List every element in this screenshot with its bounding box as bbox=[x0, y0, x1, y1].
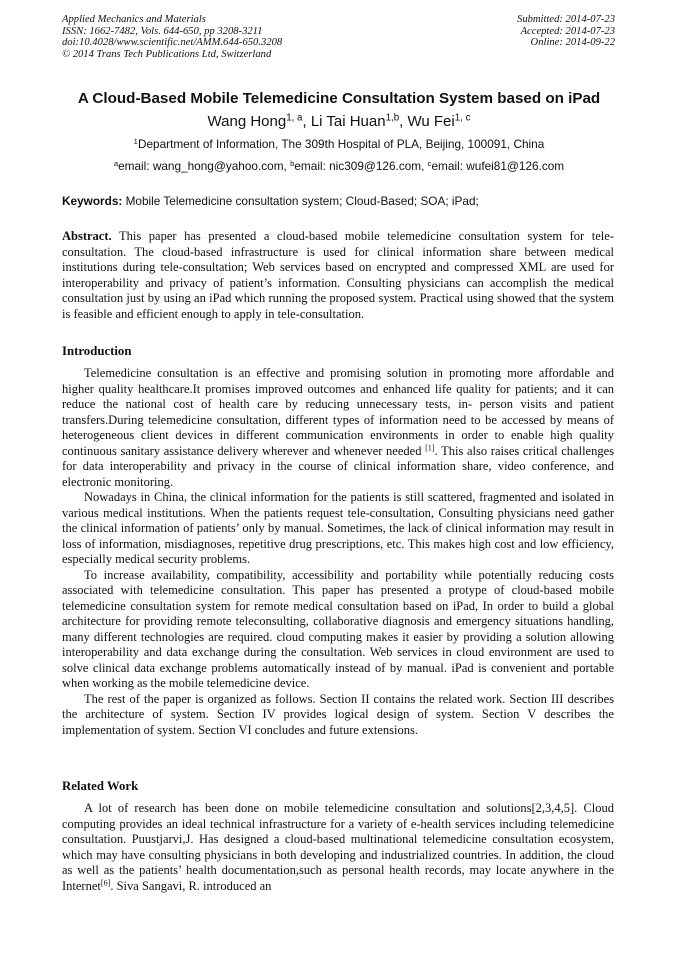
email-mark: c bbox=[427, 158, 432, 168]
citation-ref[interactable]: [1] bbox=[425, 443, 435, 453]
accepted-date: Accepted: 2014-07-23 bbox=[520, 25, 615, 37]
section-heading-introduction: Introduction bbox=[62, 344, 132, 358]
paragraph-text: A lot of research has been done on mobile telemedicine consultation and solutions[2,3,4,5]. Cloud computing provides an ideal technical infrastructure for a variety of e-health services including telemedicine consultation. Puustjarvi,J. Has designed a cloud-based multinational telemedicine consultation ecosystem, which may have consulting physicians in both developing and industrialized countries. In addition, the cloud as well as the patients’ health documentation,such as personal health records, may locate anywhere in the Internet bbox=[62, 801, 614, 893]
copyright-line: © 2014 Trans Tech Publications Ltd, Switzerland bbox=[62, 48, 272, 60]
paragraph: To increase availability, compatibility, accessibility and portability while potentially reducing costs associated with telemedicine consultation. This paper has presented a protype of cloud-based mobile telemedicine consultation system for remote medical consultation based on iPad, In order to build a global architecture for providing remote teleconsulting, collaborative diagnosis and emergency situations handling, many different technologies are required. cloud computing makes it easier by providing a solution allowing interoperability and data exchange during the consultation. Web services in cloud environment are used to solve clinical data exchange problems automatically instead of by manual. iPad is convenient and portable when working as the mobile telemedicine device. bbox=[62, 567, 614, 690]
affiliation bbox=[30, 137, 648, 151]
author-name: Li Tai Huan bbox=[310, 113, 386, 130]
section-heading-related-work: Related Work bbox=[62, 779, 139, 793]
author-separator: , bbox=[399, 113, 408, 130]
author-affiliation-mark: 1,b bbox=[385, 112, 400, 124]
paragraph bbox=[62, 366, 614, 490]
email-mark: b bbox=[290, 158, 295, 168]
abstract-text: This paper has presented a cloud-based mobile telemedicine consultation system for tele-consultation. The cloud-based infrastructure is used for clinical information share between medical institutions during tele-consultation; Web services based on encrypted and compressed XML are used for interoperability and privacy of patient’s information. Consulting physicians can accomplish the medical consultation just by using an iPad which running the proposed system. Practical using showed that the system is feasible and efficient enough to apply in tele-consultation. bbox=[62, 229, 614, 321]
author-list bbox=[30, 113, 648, 130]
email-mark: a bbox=[113, 158, 119, 168]
journal-name: Applied Mechanics and Materials bbox=[62, 14, 206, 25]
affiliation-mark: 1 bbox=[133, 136, 138, 146]
citation-ref[interactable]: [6] bbox=[100, 878, 111, 888]
author-emails bbox=[30, 159, 648, 173]
email-text: email: nic309@126.com, bbox=[294, 159, 428, 173]
related-work-body bbox=[62, 801, 614, 894]
affiliation-text: Department of Information, The 309th Hospital of PLA, Beijing, 100091, China bbox=[137, 137, 545, 151]
submitted-date: Submitted: 2014-07-23 bbox=[517, 14, 615, 25]
paragraph bbox=[62, 801, 614, 894]
introduction-body bbox=[62, 366, 614, 738]
author-name: Wang Hong bbox=[207, 113, 287, 130]
paragraph-text: . Siva Sangavi, R. introduced an bbox=[110, 878, 272, 893]
paper-title: A Cloud-Based Mobile Telemedicine Consultation System based on iPad bbox=[77, 90, 601, 107]
submission-dates bbox=[395, 14, 615, 49]
keywords-label: Keywords: bbox=[62, 194, 123, 208]
keywords bbox=[62, 194, 618, 208]
doi-line: doi:10.4028/www.scientific.net/AMM.644-650.3208 bbox=[62, 37, 283, 48]
email-text: email: wang_hong@yahoo.com, bbox=[118, 159, 291, 173]
email-text: email: wufei81@126.com bbox=[431, 159, 565, 173]
paragraph: Nowadays in China, the clinical information for the patients is still scattered, fragmented and isolated in various medical institutions. When the patients request tele-consultation, Consulting physicians need gather the clinical information of patients’ only by manual. Sometimes, the lack of clinical information may result in loss of information, misdiagnoses, repetitive drug prescriptions, etc. This makes high cost and low efficiency, especially medical security problems. bbox=[62, 490, 614, 566]
paragraph-text: Telemedicine consultation is an effective and promising solution in promoting more affordable and higher quality healthcare.It promises improved outcomes and enhanced life quality for patients; and it can reduce the national cost of health care by reducing unnecessary tests, in- person visits and patient transfers.During telemedicine consultation, different types of information need to be accessed by means of heterogeneous client devices in different communication environments in order to enable high quality continuous sanitary assistance delivery wherever and whenever needed bbox=[62, 366, 614, 458]
journal-info bbox=[62, 14, 392, 60]
author-affiliation-mark: 1, a bbox=[286, 112, 303, 124]
author-separator: , bbox=[302, 113, 311, 130]
issn-line: ISSN: 1662-7482, Vols. 644-650, pp 3208-3211 bbox=[62, 25, 263, 37]
keywords-text: Mobile Telemedicine consultation system; Cloud-Based; SOA; iPad; bbox=[122, 194, 479, 208]
online-date: Online: 2014-09-22 bbox=[530, 37, 615, 48]
author-name: Wu Fei bbox=[407, 113, 455, 130]
paragraph: The rest of the paper is organized as follows. Section II contains the related work. Section III describes the architecture of system. Section IV provides logical design of system. Section V describes the implementation of system. Section VI concludes and future extensions. bbox=[62, 691, 614, 737]
abstract-label: Abstract. bbox=[62, 229, 112, 243]
paragraph-text: . This also raises critical challenges for data interoperability and privacy in the course of clinical information share, video conference, and electronic monitoring. bbox=[62, 443, 615, 489]
abstract bbox=[62, 229, 614, 322]
author-affiliation-mark: 1, c bbox=[454, 112, 471, 124]
